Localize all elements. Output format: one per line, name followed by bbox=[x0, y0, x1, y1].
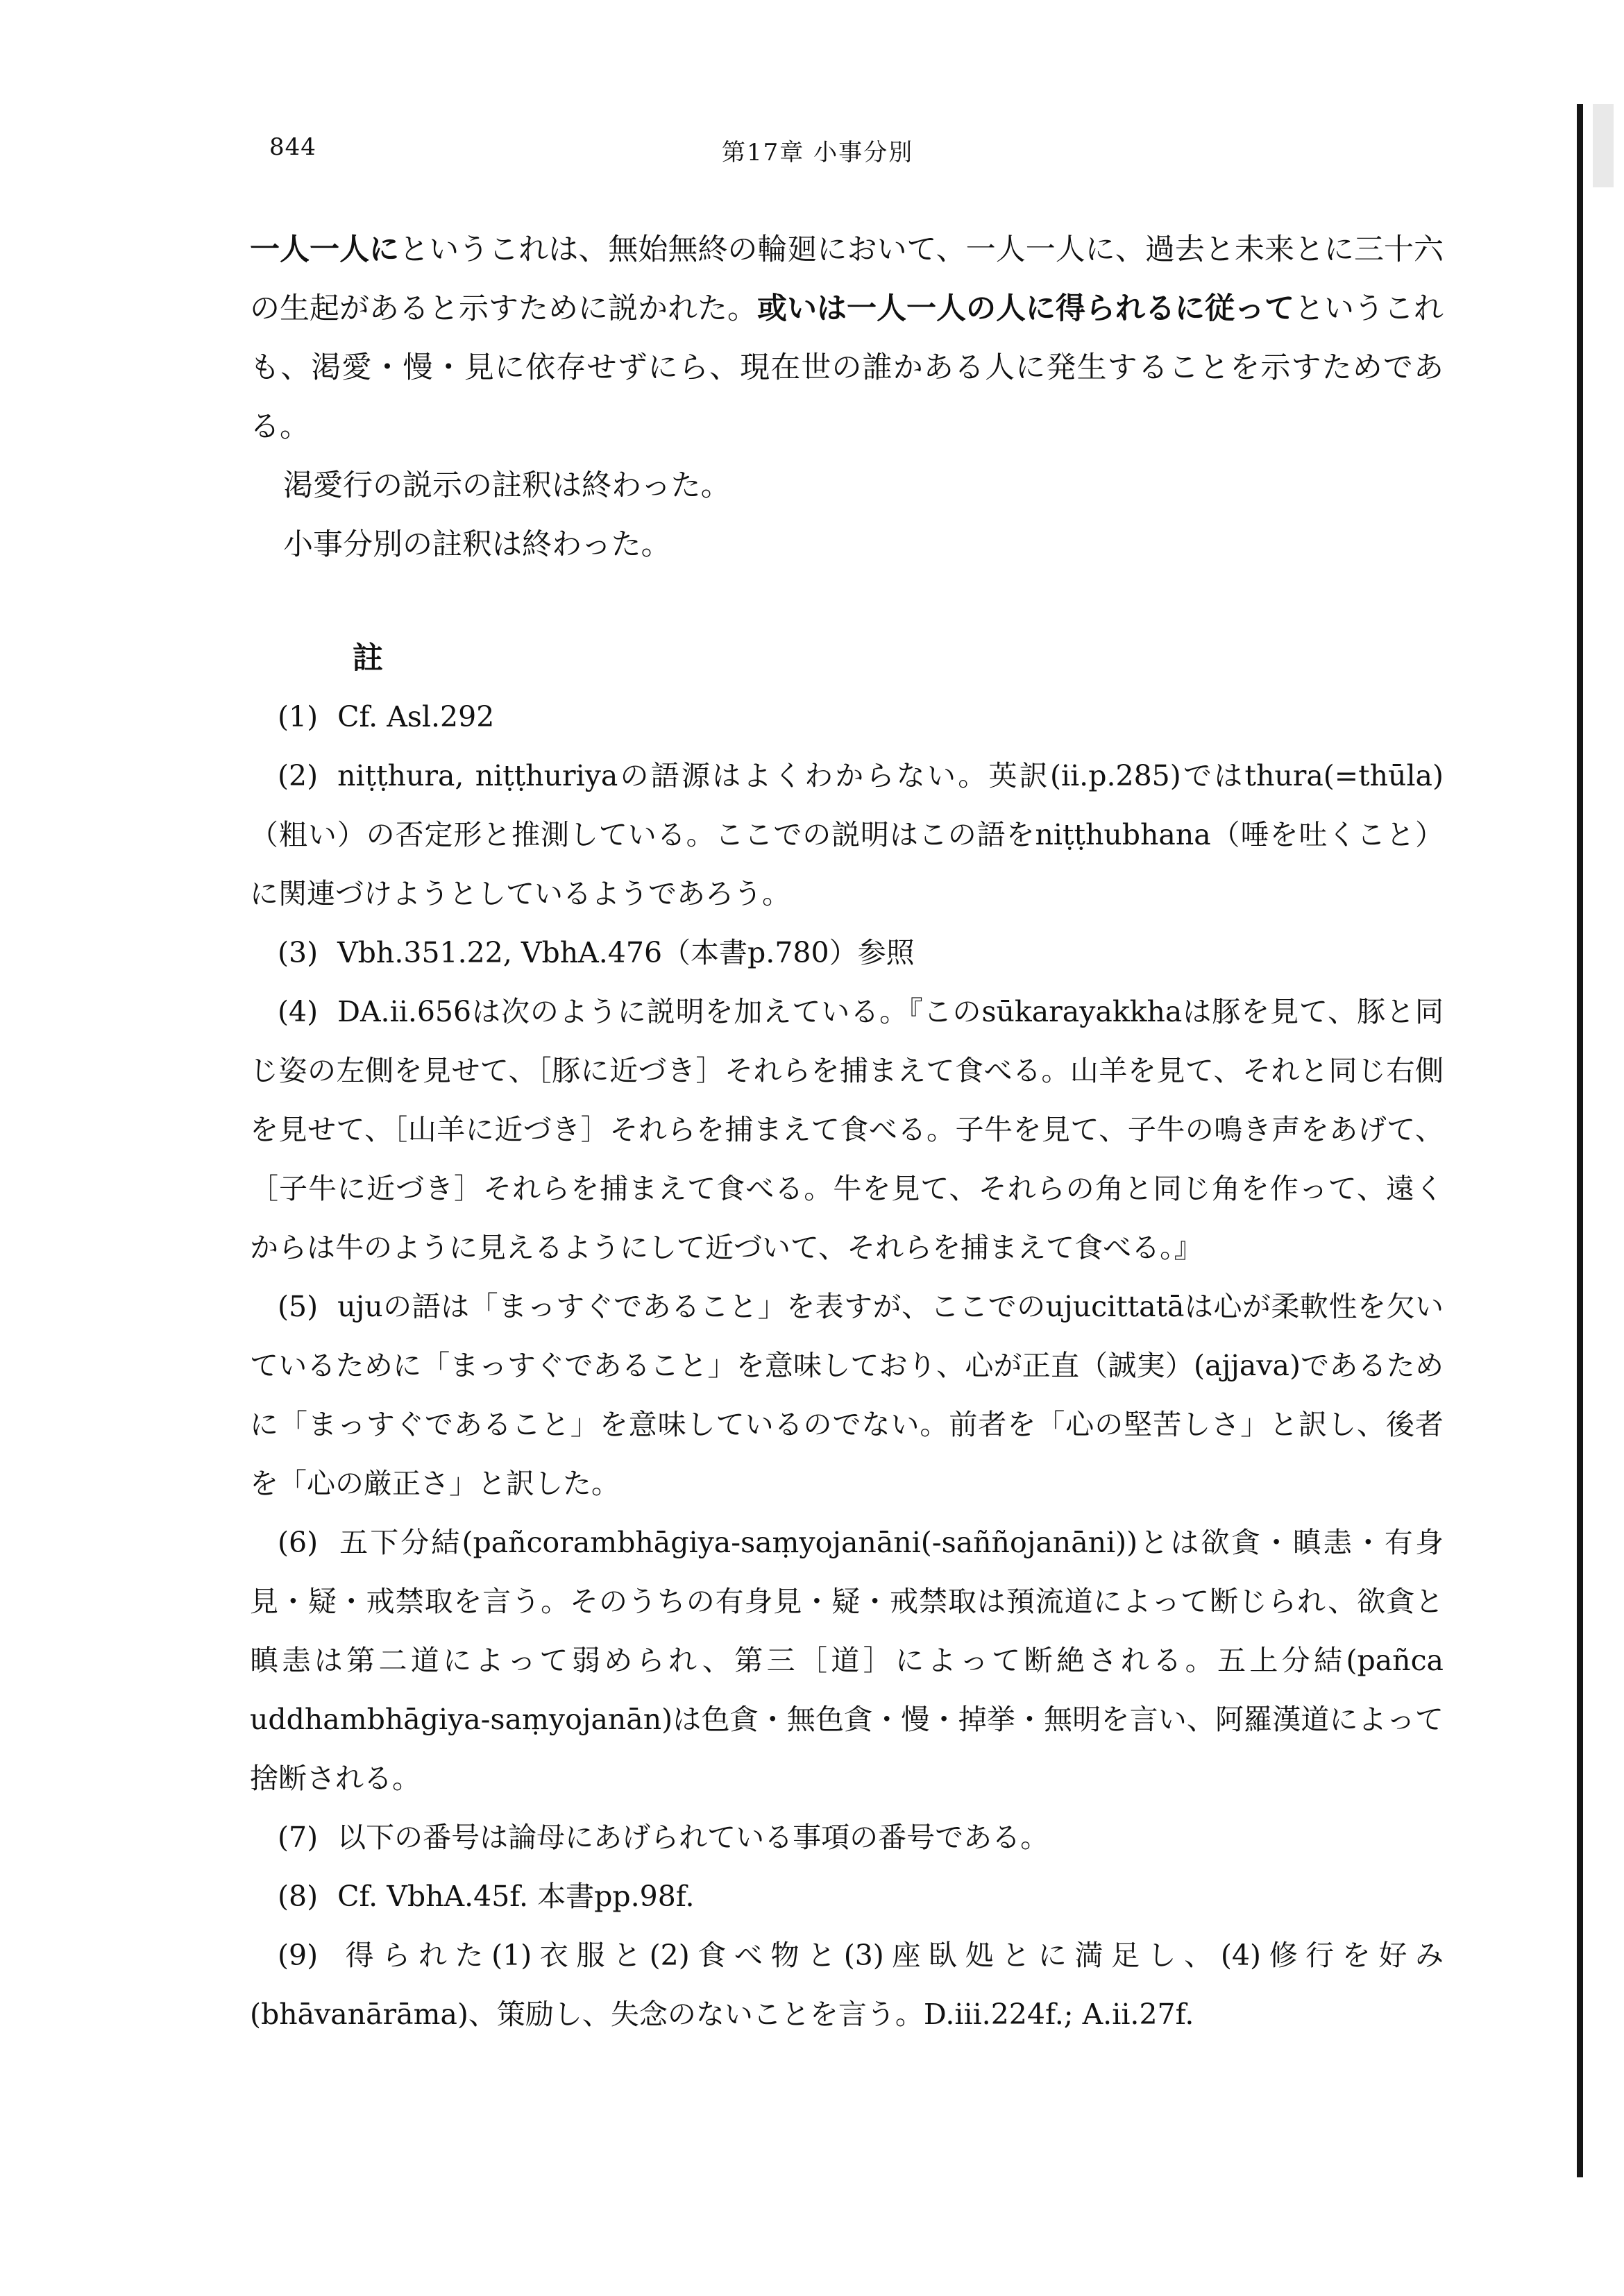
body-paragraph-1 bbox=[250, 221, 1444, 457]
page-content bbox=[250, 221, 1444, 2044]
note-7 bbox=[250, 1808, 1444, 1867]
running-head: 第17章 小事分別 bbox=[722, 139, 914, 167]
note-text: Cf. VbhA.45f. 本書pp.98f. bbox=[337, 1880, 695, 1913]
note-text: Cf. Asl.292 bbox=[337, 700, 495, 733]
body-paragraph-3: 小事分別の註釈は終わった。 bbox=[283, 527, 671, 562]
note-number: (9) bbox=[278, 1939, 319, 1972]
note-text: 得られた(1)衣服と(2)食べ物と(3)座臥処とに満足し、(4)修行を好み(bhāvanārāma)、策励し、失念のないことを言う。D.iii.224f.; A.ii.27f. bbox=[250, 1939, 1444, 2031]
note-6 bbox=[250, 1513, 1444, 1808]
note-text: niṭṭhura, niṭṭhuriyaの語源はよくわからない。英訳(ii.p.285)ではthura(=thūla)（粗い）の否定形と推測している。ここでの説明はこの語をniṭṭhubhana（唾を吐くこと）に関連づけようとしているようであろう。 bbox=[250, 759, 1444, 910]
body-text-1b: というこれも、渇愛・慢・見に依存せずにら、現在世の誰かある人に発生することを示すためである。 bbox=[250, 291, 1444, 444]
notes-heading: 註 bbox=[353, 640, 383, 676]
note-text: Vbh.351.22, VbhA.476（本書p.780）参照 bbox=[337, 936, 915, 969]
note-2 bbox=[250, 747, 1444, 924]
page-number: 844 bbox=[269, 133, 316, 161]
note-1 bbox=[250, 688, 1444, 747]
note-text: 以下の番号は論母にあげられている事項の番号である。 bbox=[337, 1821, 1049, 1854]
note-number: (4) bbox=[278, 995, 319, 1028]
note-3 bbox=[250, 924, 1444, 983]
note-number: (2) bbox=[278, 759, 319, 792]
note-4 bbox=[250, 983, 1444, 1277]
note-number: (3) bbox=[278, 936, 319, 969]
body-paragraph-2: 渇愛行の説示の註釈は終わった。 bbox=[283, 468, 731, 503]
note-5 bbox=[250, 1277, 1444, 1513]
body-text-1a: というこれは、無始無終の輪廻において、一人一人に、過去と未来とに三十六の生起があると示すために説かれた。 bbox=[250, 232, 1444, 326]
note-number: (1) bbox=[278, 700, 319, 733]
note-number: (7) bbox=[278, 1821, 319, 1854]
bold-term-1: 一人一人に bbox=[250, 232, 400, 267]
note-text: ujuの語は「まっすぐであること」を表すが、ここでのujucittatāは心が柔軟性を欠いているために「まっすぐであること」を意味しており、心が正直（誠実）(ajjava)であるために「まっすぐであること」を意味しているのでない。前者を「心の堅苦しさ」と訳し、後者を「心の厳正さ」と訳した。 bbox=[250, 1290, 1444, 1500]
note-number: (5) bbox=[278, 1290, 319, 1323]
note-text: DA.ii.656は次のように説明を加えている。『このsūkarayakkhaは豚を見て、豚と同じ姿の左側を見せて、［豚に近づき］それらを捕まえて食べる。山羊を見て、それと同じ右側を見せて、［山羊に近づき］それらを捕まえて食べる。子牛を見て、子牛の鳴き声をあげて、［子牛に近づき］それらを捕まえて食べる。牛を見て、それらの角と同じ角を作って、遠くからは牛のように見えるようにして近づいて、それらを捕まえて食べる。』 bbox=[250, 995, 1444, 1264]
note-8 bbox=[250, 1867, 1444, 1926]
note-number: (8) bbox=[278, 1880, 319, 1913]
note-text: 五下分結(pañcorambhāgiya-saṃyojanāni(-saññojanāni))とは欲貪・瞋恚・有身見・疑・戒禁取を言う。そのうちの有身見・疑・戒禁取は預流道によって断じられ、欲貪と瞋恚は第二道によって弱められ、第三［道］によって断絶される。五上分結(pañca uddhambhāgiya-saṃyojanān)は色貪・無色貪・慢・掉挙・無明を言い、阿羅漢道によって捨断される。 bbox=[250, 1526, 1444, 1795]
scan-edge-smudge bbox=[1593, 104, 1614, 187]
note-number: (6) bbox=[278, 1526, 319, 1559]
scan-edge-shadow bbox=[1577, 104, 1583, 2177]
note-9 bbox=[250, 1926, 1444, 2044]
bold-term-2: 或いは一人一人の人に得られるに従って bbox=[757, 291, 1294, 326]
